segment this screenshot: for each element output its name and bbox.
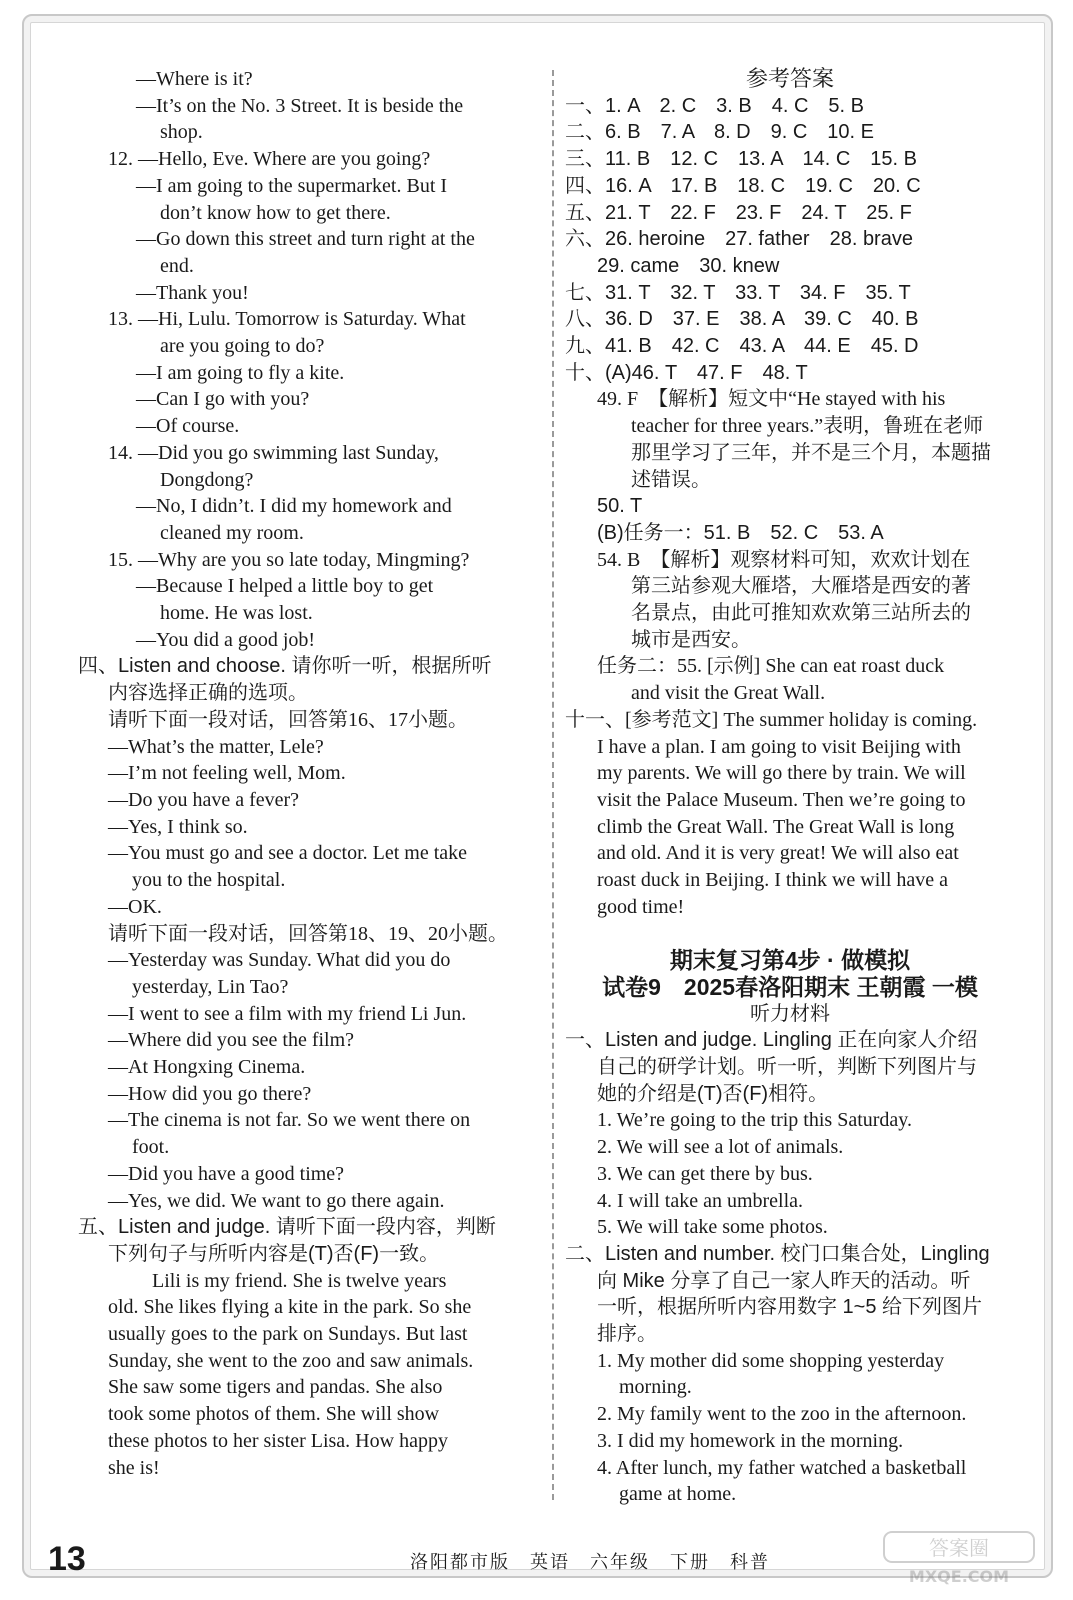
text-line: 五、21. T 22. F 23. F 24. T 25. F — [565, 201, 912, 224]
text-line: 一听，根据所听内容用数字 1~5 给下列图片 — [597, 1296, 983, 1319]
text-line: —Because I helped a little boy to get — [136, 575, 434, 598]
text-line: 内容选择正确的选项。 — [108, 682, 308, 705]
text-line: —It’s on the No. 3 Street. It is beside the — [136, 94, 464, 117]
text-line: 4. I will take an umbrella. — [597, 1189, 804, 1212]
page-number: 13 — [48, 1540, 86, 1578]
text-line: visit the Palace Museum. Then we’re going to — [597, 788, 966, 811]
text-line: —Thank you! — [136, 281, 249, 304]
footer-info: 洛阳都市版 英语 六年级 下册 科普 — [410, 1552, 770, 1572]
text-line: 4. After lunch, my father watched a basketball — [597, 1456, 967, 1479]
text-line: 那里学习了三年，并不是三个月，本题描 — [631, 441, 991, 464]
text-line: I have a plan. I am going to visit Beijing with — [597, 735, 961, 758]
text-line: 述错误。 — [631, 468, 711, 491]
text-line: cleaned my room. — [160, 521, 304, 544]
text-line: 5. We will take some photos. — [597, 1216, 828, 1239]
text-line: 城市是西安。 — [631, 628, 751, 651]
text-line: —Yes, I think so. — [108, 815, 248, 838]
column-divider — [552, 70, 554, 1500]
text-line: teacher for three years.”表明，鲁班在老师 — [631, 415, 984, 438]
text-line: —Do you have a fever? — [108, 788, 300, 811]
text-line: —I am going to the supermarket. But I — [136, 174, 448, 197]
text-line: these photos to her sister Lisa. How happy — [108, 1429, 448, 1452]
text-line: —Where is it? — [136, 68, 253, 90]
right-column — [565, 66, 1015, 1508]
text-line: 2. My family went to the zoo in the afternoon. — [597, 1403, 967, 1426]
text-line: usually goes to the park on Sundays. But last — [108, 1323, 468, 1346]
text-line: morning. — [619, 1376, 692, 1399]
text-line: 任务二：55. [示例] She can eat roast duck — [597, 655, 945, 678]
text-line: —What’s the matter, Lele? — [108, 735, 324, 758]
text-line: —How did you go there? — [108, 1082, 312, 1105]
text-line: —The cinema is not far. So we went there on — [108, 1109, 471, 1132]
text-line: don’t know how to get there. — [160, 201, 391, 224]
text-line: 一、Listen and judge. Lingling 正在向家人介绍 — [565, 1029, 978, 1052]
text-line: She saw some tigers and pandas. She also — [108, 1376, 443, 1399]
text-line: 四、16. A 17. B 18. C 19. C 20. C — [565, 174, 921, 197]
text-line: —Of course. — [136, 415, 240, 438]
text-line: she is! — [108, 1456, 160, 1479]
text-line: 15. —Why are you so late today, Mingming? — [108, 548, 470, 571]
text-line: 参考答案 — [745, 66, 834, 91]
text-line: —You did a good job! — [136, 628, 316, 651]
watermark-text-top: 答案圈 — [929, 1536, 989, 1560]
text-line: Dongdong? — [160, 468, 254, 491]
text-line: —Yesterday was Sunday. What did you do — [108, 949, 451, 972]
text-line: 七、31. T 32. T 33. T 34. F 35. T — [565, 281, 911, 304]
text-line: 十、(A)46. T 47. F 48. T — [565, 361, 808, 384]
text-line: are you going to do? — [160, 335, 325, 358]
text-line: 12. —Hello, Eve. Where are you going? — [108, 148, 431, 171]
text-line: 请听下面一段对话，回答第18、19、20小题。 — [108, 922, 508, 945]
text-line: —You must go and see a doctor. Let me take — [108, 842, 468, 865]
text-line: 四、Listen and choose. 请你听一听，根据所听 — [78, 655, 492, 678]
text-line: 49. F 【解析】短文中“He stayed with his — [597, 388, 946, 411]
text-line: (B)任务一：51. B 52. C 53. A — [597, 521, 884, 544]
text-line: —At Hongxing Cinema. — [108, 1056, 306, 1079]
text-line: —Did you have a good time? — [108, 1162, 345, 1185]
text-line — [565, 921, 1015, 948]
text-line: Sunday, she went to the zoo and saw animals. — [108, 1349, 474, 1372]
text-line: 下列句子与所听内容是(T)否(F)一致。 — [108, 1242, 440, 1265]
text-line: —Go down this street and turn right at the — [136, 228, 475, 251]
text-line: old. She likes flying a kite in the park. So she — [108, 1296, 472, 1319]
text-line: and visit the Great Wall. — [631, 682, 826, 705]
text-line: 排序。 — [597, 1323, 657, 1346]
text-line: 50. T — [597, 495, 643, 518]
text-line: you to the hospital. — [132, 869, 286, 892]
text-line: 29. came 30. knew — [597, 254, 780, 277]
text-line: 向 Mike 分享了自己一家人昨天的活动。听 — [597, 1269, 971, 1292]
text-line: —Yes, we did. We want to go there again. — [108, 1189, 445, 1212]
text-line: 13. —Hi, Lulu. Tomorrow is Saturday. What — [108, 308, 466, 331]
text-line: —Where did you see the film? — [108, 1029, 355, 1052]
text-line: foot. — [132, 1136, 170, 1159]
text-line: 2. We will see a lot of animals. — [597, 1136, 844, 1159]
left-column — [78, 66, 538, 1481]
text-line: climb the Great Wall. The Great Wall is long — [597, 815, 955, 838]
text-line: and old. And it is very great! We will also eat — [597, 842, 959, 865]
text-line: 二、Listen and number. 校门口集合处，Lingling — [565, 1242, 990, 1265]
text-line: yesterday, Lin Tao? — [132, 975, 289, 998]
text-line: took some photos of them. She will show — [108, 1403, 440, 1426]
text-line: 自己的研学计划。听一听，判断下列图片与 — [597, 1056, 977, 1079]
text-line: 九、41. B 42. C 43. A 44. E 45. D — [565, 335, 919, 358]
text-line: my parents. We will go there by train. We will — [597, 762, 966, 785]
text-line: —OK. — [108, 895, 162, 918]
text-line: 二、6. B 7. A 8. D 9. C 10. E — [565, 121, 875, 144]
text-line: —Can I go with you? — [136, 388, 310, 411]
text-line: 1. We’re going to the trip this Saturday. — [597, 1109, 912, 1132]
text-line: 期末复习第4步 · 做模拟 — [669, 947, 911, 974]
text-line: —No, I didn’t. I did my homework and — [136, 495, 452, 518]
text-line: good time! — [597, 895, 685, 918]
text-line: 五、Listen and judge. 请听下面一段内容，判断 — [78, 1216, 496, 1239]
text-line: Lili is my friend. She is twelve years — [152, 1269, 447, 1292]
text-line: shop. — [160, 121, 203, 144]
text-line: 3. I did my homework in the morning. — [597, 1429, 904, 1452]
text-line: —I’m not feeling well, Mom. — [108, 762, 346, 785]
text-line: 名景点，由此可推知欢欢第三站所去的 — [631, 602, 971, 625]
text-line: game at home. — [619, 1483, 737, 1506]
text-line: 听力材料 — [750, 1002, 830, 1025]
text-line: 她的介绍是(T)否(F)相符。 — [597, 1082, 829, 1105]
text-line: 请听下面一段对话，回答第16、17小题。 — [108, 708, 468, 731]
text-line: home. He was lost. — [160, 602, 313, 625]
text-line: —I went to see a film with my friend Li Jun. — [108, 1002, 467, 1025]
text-line: —I am going to fly a kite. — [136, 361, 345, 384]
text-line: 试卷9 2025春洛阳期末 王朝霞 一模 — [602, 973, 978, 1000]
text-line: 54. B 【解析】观察材料可知，欢欢计划在 — [597, 548, 971, 571]
text-line: 3. We can get there by bus. — [597, 1162, 813, 1185]
text-line: 六、26. heroine 27. father 28. brave — [565, 228, 913, 251]
watermark-text-bottom: MXQE.COM — [908, 1567, 1010, 1586]
text-line: end. — [160, 254, 194, 277]
text-line: 一、1. A 2. C 3. B 4. C 5. B — [565, 94, 864, 117]
watermark-logo — [880, 1528, 1040, 1588]
text-line: 十一、[参考范文] The summer holiday is coming. — [565, 708, 978, 731]
text-line: 第三站参观大雁塔，大雁塔是西安的著 — [631, 575, 971, 598]
text-line: 八、36. D 37. E 38. A 39. C 40. B — [565, 308, 919, 331]
text-line: 14. —Did you go swimming last Sunday, — [108, 441, 439, 464]
text-line: roast duck in Beijing. I think we will have a — [597, 869, 949, 892]
text-line: 1. My mother did some shopping yesterday — [597, 1349, 945, 1372]
text-line: 三、11. B 12. C 13. A 14. C 15. B — [565, 148, 918, 171]
